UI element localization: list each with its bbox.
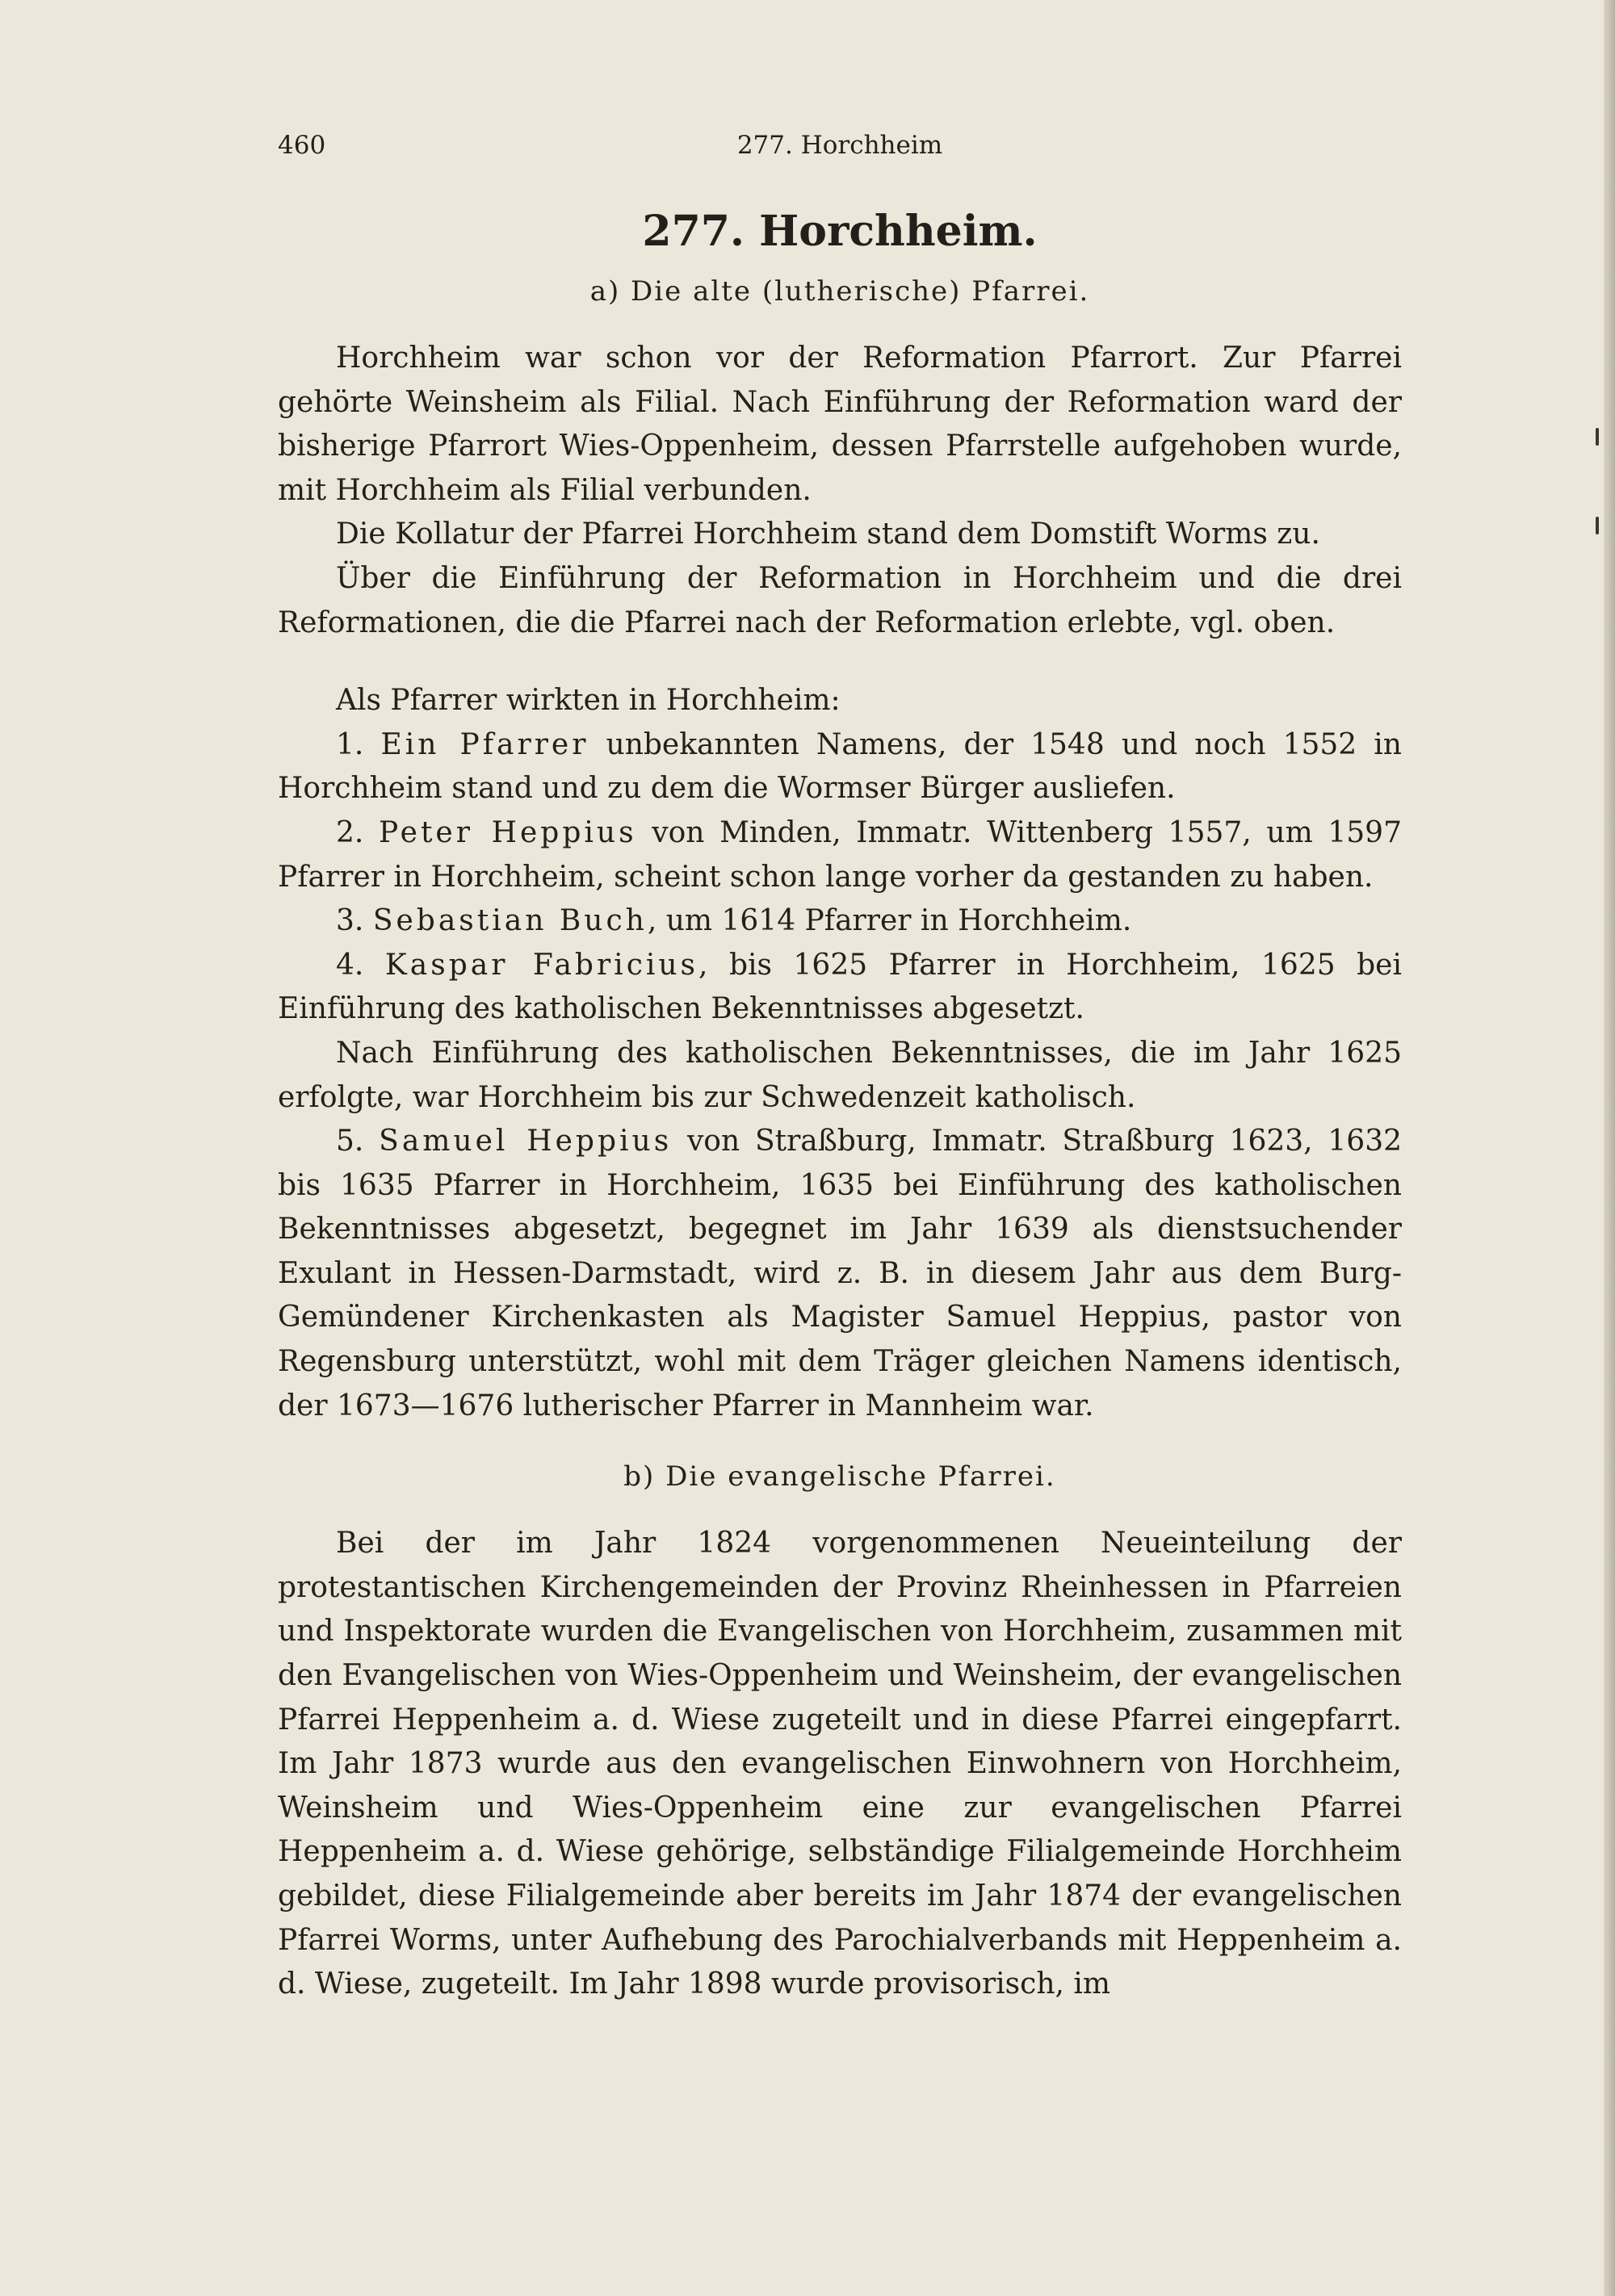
pastor-name: Kaspar Fabricius [384,948,699,982]
item-number: 5. [336,1125,364,1158]
page-number: 460 [278,131,326,160]
paragraph-note: Nach Einführung des katholischen Bekenntnisses, die im Jahr 1625 erfolgte, war Horchheim bis zur Schwedenzeit katholisch. [278,1036,1402,1114]
paragraph: Über die Einführung der Reformation in Horchheim und die drei Reformationen, die die Pfarrei nach der Reformation erlebte, vgl. oben. [278,561,1402,639]
margin-mark [1596,517,1599,534]
item-text: von Minden, Immatr. Wittenberg 1557, um 1597 Pfarrer in Horchheim, scheint schon lange vorher da gestanden zu haben. [278,815,1402,894]
item-text: von Straßburg, Immatr. Straßburg 1623, 1632 bis 1635 Pfarrer in Horchheim, 1635 bei Einführung des katholischen Bekenntnisses abgesetzt, begegnet im Jahr 1639 als dienstsuchender Exulant in Hessen-Darmstadt, wird z. B. in diesem Jahr aus dem Burg-Gemündener Kirchenkasten als Magister Samuel Heppius, pastor von Regensburg unterstützt, wohl mit dem Träger gleichen Namens identisch, der 1673—1676 lutherischer Pfarrer in Mannheim war. [278,1125,1402,1422]
subheading-a: a) Die alte (lutherische) Pfarrei. [589,275,1090,308]
list-item [278,1120,1402,1428]
pastor-name: Sebastian Buch [372,904,648,938]
list-item [278,811,1402,899]
margin-mark [1596,428,1599,446]
running-head: 277. Horchheim [736,131,943,160]
item-number: 3. [336,904,364,938]
item-text: unbekannten Namens, der 1548 und noch 1552 in Horchheim stand und zu dem die Wormser Bürger ausliefen. [278,727,1402,806]
paragraph: Horchheim war schon vor der Reformation Pfarrort. Zur Pfarrei gehörte Weinsheim als Filial. Nach Einführung der Reformation ward der bisherige Pfarrort Wies-Oppenheim, dessen Pfarrstelle aufgehoben wurde, mit Horchheim als Filial verbunden. [278,341,1402,507]
list-intro: Als Pfarrer wirkten in Horchheim: [336,684,841,718]
paragraph: Die Kollatur der Pfarrei Horchheim stand dem Domstift Worms zu. [336,517,1320,551]
paragraph: Bei der im Jahr 1824 vorgenommenen Neueinteilung der protestantischen Kirchengemeinden der Provinz Rheinhessen in Pfarreien und Inspektorate wurden die Evangelischen von Horchheim, zusammen mit den Evangelischen von Wies-Oppenheim und Weinsheim, der evangelischen Pfarrei Heppenheim a. d. Wiese zugeteilt und in diese Pfarrei eingepfarrt. Im Jahr 1873 wurde aus den evangelischen Einwohnern von Horchheim, Weinsheim und Wies-Oppenheim eine zur evangelischen Pfarrei Heppenheim a. d. Wiese gehörige, selbständige Filialgemeinde Horchheim gebildet, diese Filialgemeinde aber bereits im Jahr 1874 der evangelischen Pfarrei Worms, unter Aufhebung des Parochialverbands mit Heppenheim a. d. Wiese, zugeteilt. Im Jahr 1898 wurde provisorisch, im [278,1527,1402,2001]
page-body [278,206,1402,2007]
pastor-name: Ein Pfarrer [380,727,589,761]
pastor-name: Peter Heppius [379,815,637,849]
item-text: , um 1614 Pfarrer in Horchheim. [647,904,1132,938]
pastor-name: Samuel Heppius [379,1125,673,1158]
page-header [278,131,1402,163]
item-number: 4. [336,948,364,982]
list-item [278,944,1402,1032]
item-number: 1. [336,727,364,761]
item-text: , bis 1625 Pfarrer in Horchheim, 1625 bei Einführung des katholischen Bekenntnisses abgesetzt. [278,948,1402,1026]
item-number: 2. [336,815,364,849]
list-item [278,899,1402,944]
subheading-b: b) Die evangelische Pfarrei. [623,1460,1056,1494]
page-edge [1604,0,1615,2296]
list-item [278,723,1402,811]
section-title: 277. Horchheim. [642,207,1038,256]
